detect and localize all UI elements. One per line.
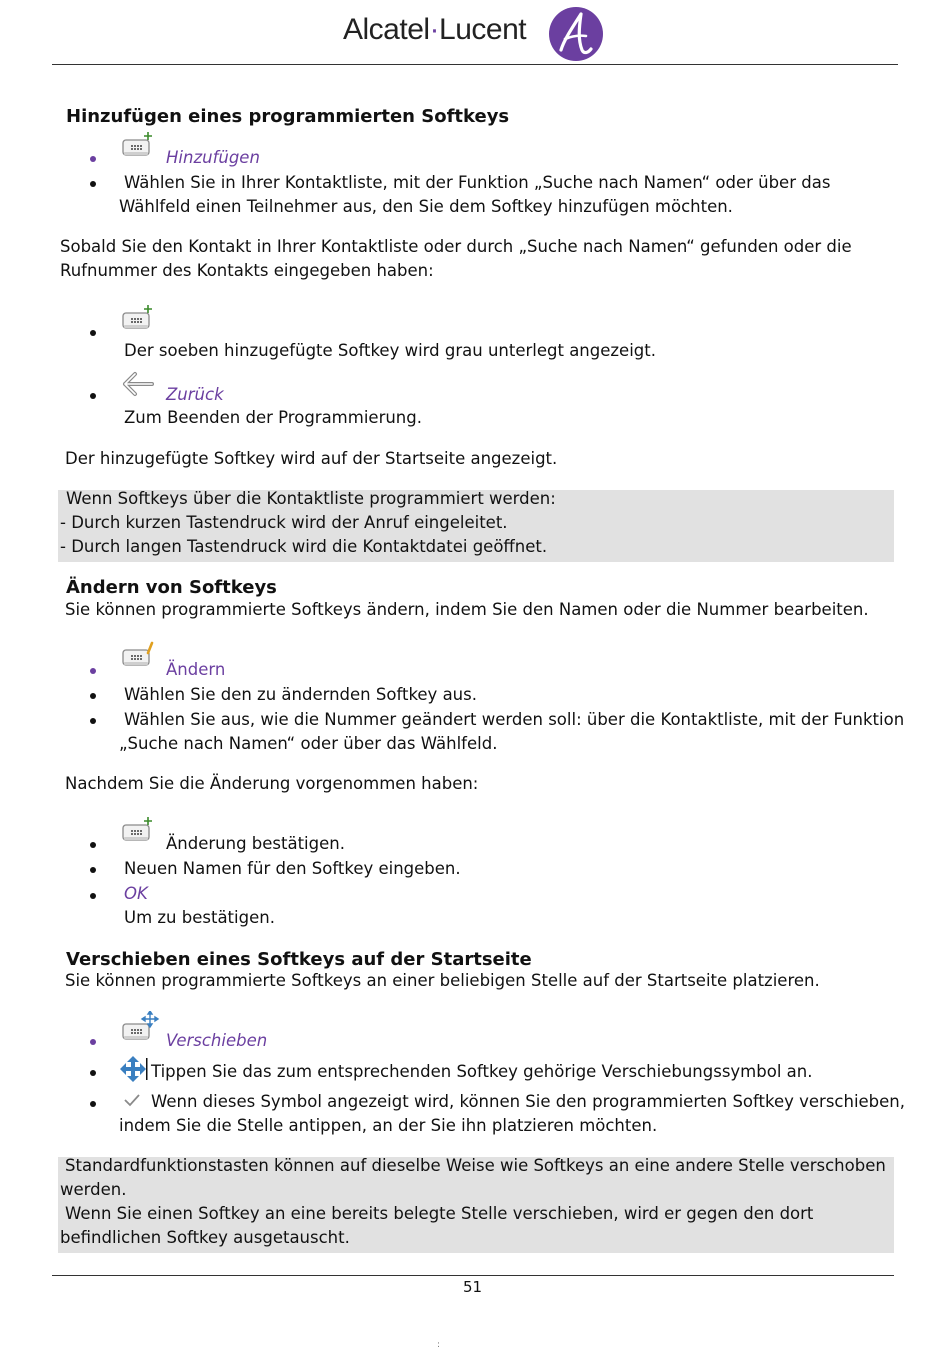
checkmark-icon	[122, 1092, 142, 1112]
note-text: Wenn Softkeys über die Kontaktliste programmiert werden:	[66, 489, 556, 508]
brand-logo-text	[343, 13, 526, 47]
section-title-edit-softkeys: Ändern von Softkeys	[66, 577, 277, 598]
section-title-move-softkey: Verschieben eines Softkeys auf der Startseite	[66, 949, 532, 970]
softkey-add-icon	[122, 816, 156, 850]
list-item-text: Wählen Sie in Ihrer Kontaktliste, mit der Funktion „Suche nach Namen“ oder über das	[124, 173, 831, 192]
brand-part2: Lucent	[439, 13, 527, 46]
list-bullet	[90, 330, 96, 336]
back-arrow-icon	[122, 371, 154, 401]
softkey-add-icon	[122, 131, 156, 165]
list-bullet	[90, 718, 96, 724]
note-text: werden.	[60, 1180, 127, 1199]
list-bullet	[90, 1101, 96, 1107]
section-title-add-softkey: Hinzufügen eines programmierten Softkeys	[66, 106, 510, 127]
note-text: - Durch langen Tastendruck wird die Kontaktdatei geöffnet.	[60, 537, 548, 556]
list-item-text: Tippen Sie das zum entsprechenden Softkey gehörige Verschiebungssymbol an.	[151, 1062, 813, 1081]
list-bullet	[90, 693, 96, 699]
note-text: Wenn Sie einen Softkey an eine bereits belegte Stelle verschieben, wird er gegen den dort	[65, 1204, 814, 1223]
brand-part1: Alcatel	[343, 13, 430, 46]
paragraph-text: Nachdem Sie die Änderung vorgenommen haben:	[65, 774, 479, 793]
paragraph-text: Sie können programmierte Softkeys ändern, indem Sie den Namen oder die Nummer bearbeiten.	[65, 600, 869, 619]
list-item-text: Zum Beenden der Programmierung.	[124, 408, 422, 427]
list-bullet	[90, 842, 96, 848]
list-bullet	[90, 181, 96, 187]
list-bullet	[90, 1070, 96, 1076]
paragraph-text: Sie können programmierte Softkeys an einer beliebigen Stelle auf der Startseite platzieren.	[65, 971, 820, 990]
action-label-hinzufuegen: Hinzufügen	[166, 148, 260, 167]
list-item-text: Um zu bestätigen.	[124, 908, 275, 927]
paragraph-text: Rufnummer des Kontakts eingegeben haben:	[60, 261, 434, 280]
list-item-text: indem Sie die Stelle antippen, an der Sie ihn platzieren möchten.	[119, 1116, 658, 1135]
list-item-text: Wählen Sie aus, wie die Nummer geändert werden soll: über die Kontaktliste, mit der Funktion	[124, 710, 905, 729]
softkey-edit-icon	[122, 641, 156, 675]
action-label-aendern: Ändern	[166, 660, 226, 679]
brand-separator: ·	[429, 13, 440, 46]
footer-rule	[52, 1275, 894, 1276]
list-item-text: Neuen Namen für den Softkey eingeben.	[124, 859, 461, 878]
page-number: 51	[463, 1278, 483, 1296]
list-bullet	[90, 1039, 96, 1045]
list-bullet	[90, 393, 96, 399]
note-text: Standardfunktionstasten können auf dieselbe Weise wie Softkeys an eine andere Stelle verschoben	[65, 1156, 886, 1175]
paragraph-text: Der hinzugefügte Softkey wird auf der Startseite angezeigt.	[65, 449, 558, 468]
action-label-verschieben: Verschieben	[166, 1031, 268, 1050]
softkey-move-icon	[122, 1011, 162, 1047]
list-item-text: „Suche nach Namen“ oder über das Wählfeld.	[119, 734, 498, 753]
softkey-add-icon	[122, 304, 156, 338]
list-bullet	[90, 668, 96, 674]
note-text: befindlichen Softkey ausgetauscht.	[60, 1228, 350, 1247]
header-rule	[52, 64, 898, 65]
move-arrows-icon	[120, 1056, 150, 1086]
action-label-zurueck: Zurück	[166, 385, 224, 404]
action-label-ok: OK	[124, 884, 148, 903]
list-item-text: Wählfeld einen Teilnehmer aus, den Sie dem Softkey hinzufügen möchten.	[119, 197, 733, 216]
alcatel-lucent-logo-icon	[548, 6, 604, 62]
note-text: - Durch kurzen Tastendruck wird der Anruf eingeleitet.	[60, 513, 508, 532]
list-bullet	[90, 893, 96, 899]
list-bullet	[90, 867, 96, 873]
list-item-text: Wählen Sie den zu ändernden Softkey aus.	[124, 685, 477, 704]
list-bullet	[90, 156, 96, 162]
footer-mark: :	[437, 1340, 441, 1350]
paragraph-text: Sobald Sie den Kontakt in Ihrer Kontaktliste oder durch „Suche nach Namen“ gefunden oder die	[60, 237, 852, 256]
list-item-text: Wenn dieses Symbol angezeigt wird, können Sie den programmierten Softkey verschieben,	[151, 1092, 906, 1111]
list-item-text: Der soeben hinzugefügte Softkey wird grau unterlegt angezeigt.	[124, 341, 656, 360]
list-item-text: Änderung bestätigen.	[166, 834, 345, 853]
